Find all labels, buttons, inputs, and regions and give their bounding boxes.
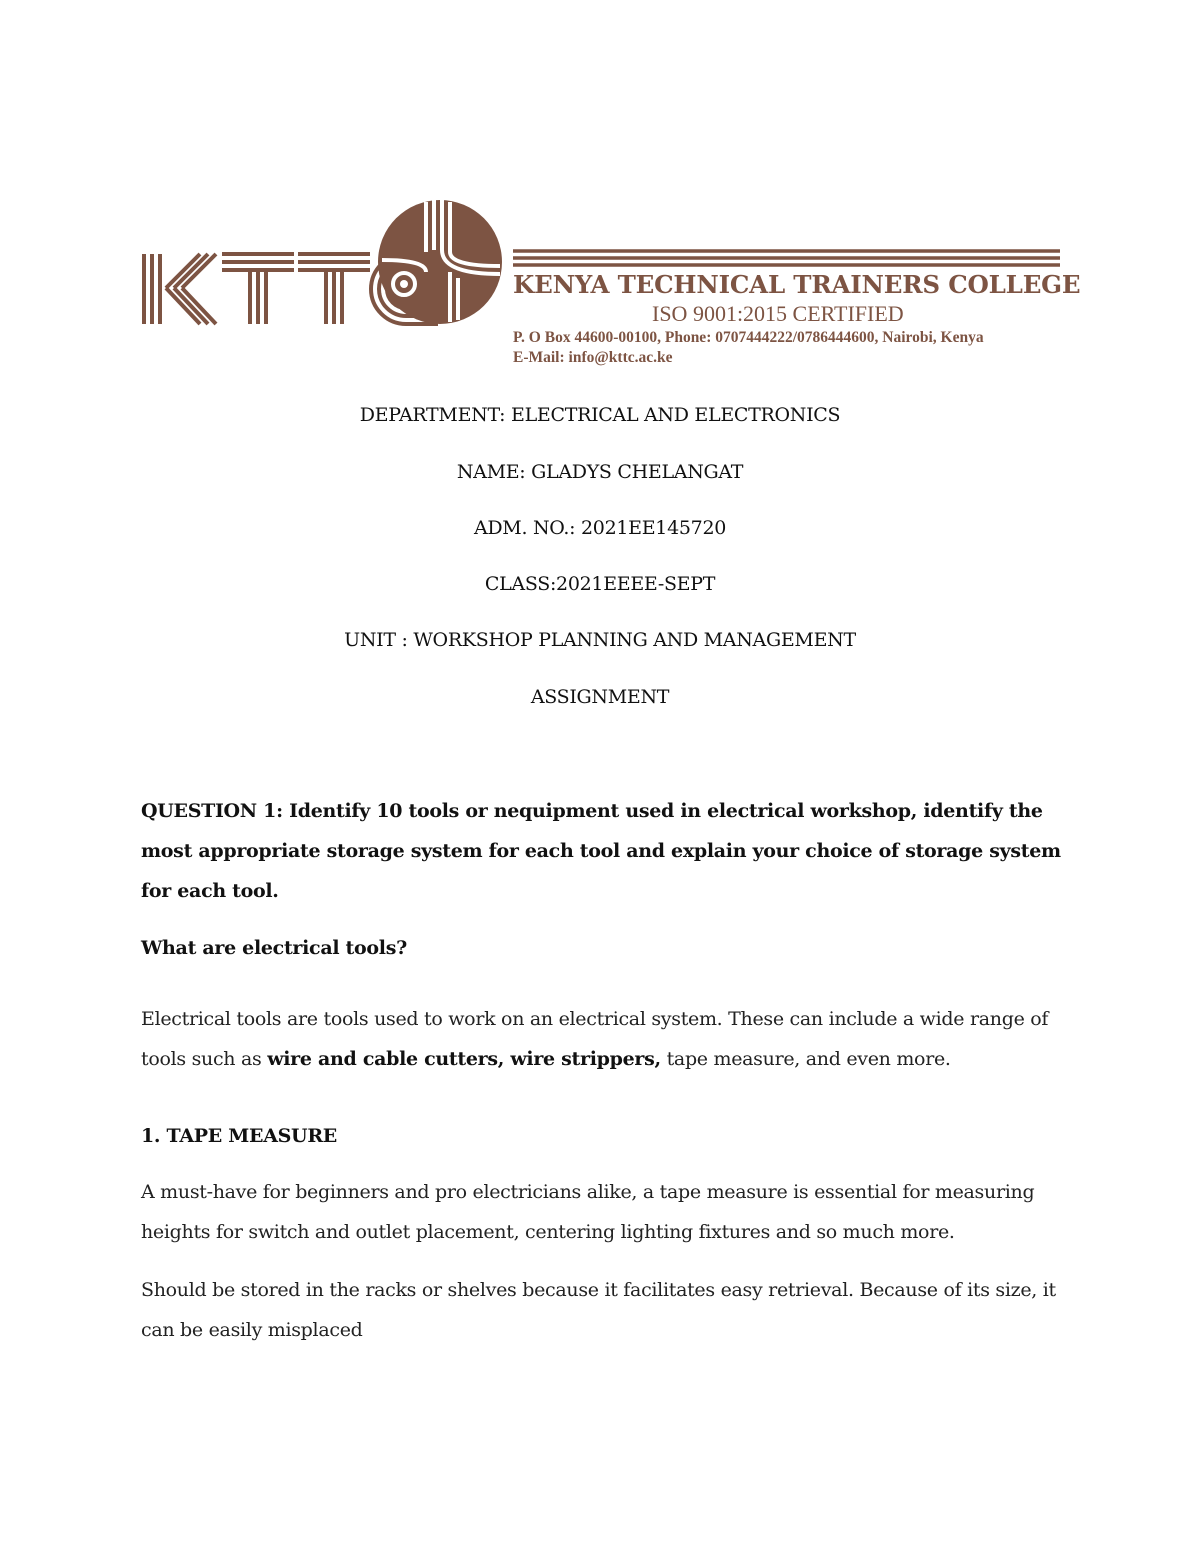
college-name: KENYA TECHNICAL TRAINERS COLLEGE: [513, 270, 1081, 299]
adm-no-line: ADM. NO.: 2021EE145720: [473, 517, 727, 539]
intro-bold-text: wire and cable cutters, wire strippers,: [267, 1048, 661, 1070]
logo-stripes: [513, 251, 1060, 265]
kttc-logo: [138, 196, 1081, 331]
section-heading-tape-measure: 1. TAPE MEASURE: [141, 1125, 337, 1147]
logo-letter-t1: [222, 254, 294, 324]
intro-text-2: tape measure, and even more.: [660, 1048, 951, 1070]
assignment-line: ASSIGNMENT: [530, 686, 670, 708]
question-text: QUESTION 1: Identify 10 tools or nequipment used in electrical workshop, identify the most appropriate storage system for each tool and explain your choice of storage system for each tool.: [141, 800, 1061, 902]
college-email: E-Mail: info@kttc.ac.ke: [513, 349, 673, 366]
subheading: What are electrical tools?: [141, 937, 407, 959]
intro-paragraph: [141, 999, 1061, 1079]
iso-certification: ISO 9001:2015 CERTIFIED: [652, 301, 904, 326]
department-line: DEPARTMENT: ELECTRICAL AND ELECTRONICS: [359, 404, 841, 426]
logo-letter-t2: [298, 254, 370, 324]
college-address: P. O Box 44600-00100, Phone: 0707444222/0786444600, Nairobi, Kenya: [513, 329, 984, 346]
tape-measure-description: A must-have for beginners and pro electricians alike, a tape measure is essential for measuring heights for switch and outlet placement, centering lighting fixtures and so much more.: [141, 1181, 1035, 1243]
tape-measure-storage: Should be stored in the racks or shelves because it facilitates easy retrieval. Because of its size, it can be easily misplaced: [141, 1279, 1056, 1341]
class-line: CLASS:2021EEEE-SEPT: [484, 573, 716, 595]
student-name-line: NAME: GLADYS CHELANGAT: [456, 461, 744, 483]
logo-letter-k: [144, 254, 216, 324]
intro-text-1: Electrical tools are tools used to work on an electrical system. These can include a wide range of tools such as: [141, 1008, 1049, 1070]
logo-emblem: [378, 200, 502, 324]
unit-line: UNIT : WORKSHOP PLANNING AND MANAGEMENT: [344, 629, 856, 651]
